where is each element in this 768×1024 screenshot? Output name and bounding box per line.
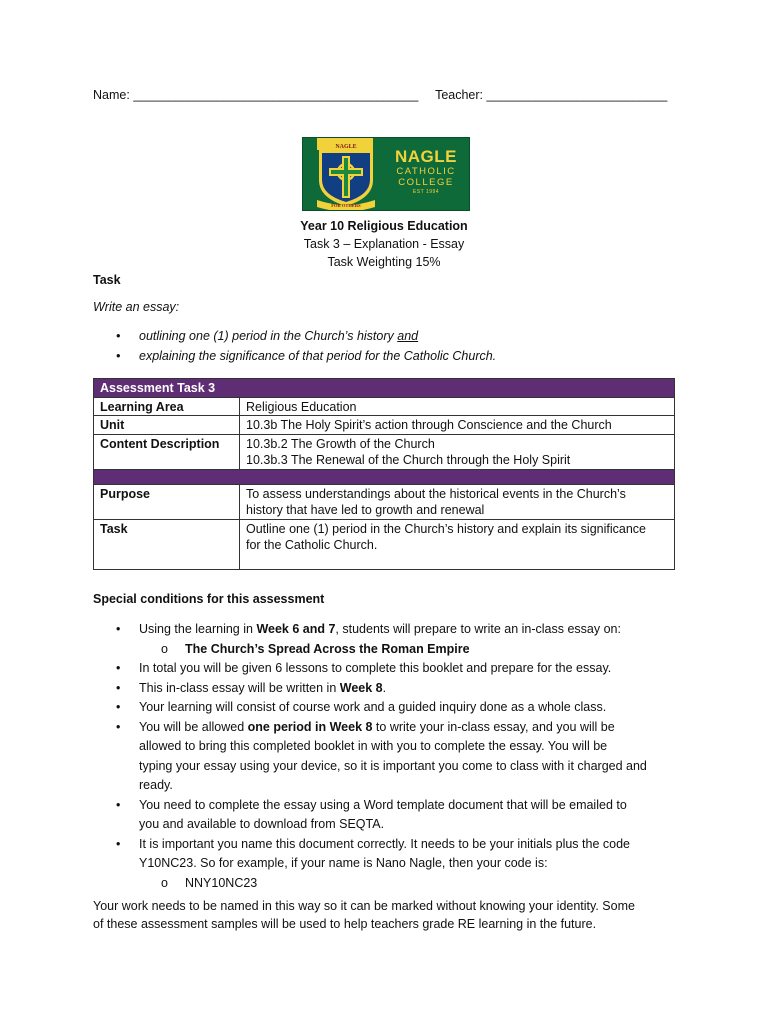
row-value-line: To assess understandings about the historical events in the Church’s bbox=[246, 486, 626, 501]
essay-topic: The Church’s Spread Across the Roman Empire bbox=[185, 641, 470, 656]
brand-catholic: CATHOLIC bbox=[396, 166, 456, 177]
seal-motto-text: FOR OTHERS bbox=[331, 203, 361, 208]
row-value: 10.3b The Holy Spirit’s action through Conscience and the Church bbox=[240, 416, 675, 435]
name-blank: _________________________________________ bbox=[133, 88, 419, 102]
course-title: Year 10 Religious Education bbox=[300, 219, 468, 233]
row-label: Task bbox=[94, 519, 240, 569]
conditions-list bbox=[93, 620, 693, 893]
brand-name: NAGLE bbox=[395, 147, 457, 166]
list-item: • You will be allowed one period in Week 8 to write your in-class essay, and you will be allowed to bring this completed booklet in with you to complete the essay. You will be typing your essay using your device, so it is important you come to class with it charged and ready. bbox=[116, 719, 647, 792]
brand-est: EST 1994 bbox=[412, 189, 440, 195]
list-item: • Using the learning in Week 6 and 7, students will prepare to write an in-class essay on: o The Church’s Spread Across the Roman Empire bbox=[93, 620, 693, 659]
row-value-line: Outline one (1) period in the Church’s history and explain its significance bbox=[246, 521, 646, 536]
row-value-line: for the Catholic Church. bbox=[246, 538, 378, 552]
conditions-heading: Special conditions for this assessment bbox=[93, 592, 325, 606]
footer-paragraph bbox=[93, 898, 693, 933]
row-value-line: 10.3b.3 The Renewal of the Church through the Holy Spirit bbox=[246, 453, 571, 467]
footer-line: Your work needs to be named in this way so it can be marked without knowing your identity. Some bbox=[93, 899, 635, 913]
row-label: Unit bbox=[94, 416, 240, 435]
row-value bbox=[240, 519, 675, 569]
row-value-line: history that have led to growth and renewal bbox=[246, 503, 485, 517]
table-header: Assessment Task 3 bbox=[94, 379, 675, 398]
list-item: • This in-class essay will be written in Week 8. bbox=[116, 680, 387, 695]
table-row bbox=[94, 484, 675, 519]
row-label: Purpose bbox=[94, 484, 240, 519]
row-label: Content Description bbox=[94, 434, 240, 469]
brand-college: COLLEGE bbox=[398, 177, 454, 188]
name-label: Name: bbox=[93, 88, 130, 102]
list-item: o The Church’s Spread Across the Roman Empire bbox=[161, 641, 470, 656]
footer-line: of these assessment samples will be used to help teachers grade RE learning in the future. bbox=[93, 916, 597, 931]
task-heading: Task bbox=[93, 273, 121, 287]
row-value bbox=[240, 434, 675, 469]
crest-icon bbox=[303, 138, 389, 210]
task-title: Task 3 – Explanation - Essay bbox=[303, 237, 465, 251]
task-bullets bbox=[93, 327, 683, 366]
row-value: Religious Education bbox=[240, 397, 675, 416]
list-item: o NNY10NC23 bbox=[161, 875, 258, 890]
row-value bbox=[240, 484, 675, 519]
name-teacher-line bbox=[93, 88, 683, 102]
table-header-row bbox=[94, 379, 675, 398]
seal-top-text: NAGLE bbox=[335, 144, 357, 150]
table-row bbox=[94, 519, 675, 569]
row-label: Learning Area bbox=[94, 397, 240, 416]
row-value-line: 10.3b.2 The Growth of the Church bbox=[246, 436, 435, 451]
list-item: • outlining one (1) period in the Church’s history and bbox=[116, 329, 419, 343]
task-bullet-text: explaining the significance of that period for the Catholic Church. bbox=[139, 348, 497, 363]
table-row bbox=[94, 397, 675, 416]
table-row bbox=[94, 416, 675, 435]
task-bullet-text: outlining one (1) period in the Church’s history bbox=[139, 329, 394, 343]
list-item: • Your learning will consist of course work and a guided inquiry done as a whole class. bbox=[116, 700, 607, 714]
list-item: • You need to complete the essay using a Word template document that will be emailed to you and available to download from SEQTA. bbox=[116, 797, 627, 831]
table-row bbox=[94, 434, 675, 469]
brand-text bbox=[389, 148, 463, 196]
task-bullet-and: and bbox=[397, 329, 419, 343]
nagle-college-logo bbox=[302, 137, 470, 211]
table-band-row bbox=[94, 469, 675, 484]
teacher-blank: __________________________ bbox=[486, 88, 668, 102]
list-item: • It is important you name this document correctly. It needs to be your initials plus the code Y10NC23. So for example, if your name is Nano Nagle, then your code is: o NNY10NC23 bbox=[93, 835, 693, 894]
task-weighting: Task Weighting 15% bbox=[327, 255, 441, 269]
example-code: NNY10NC23 bbox=[185, 875, 258, 890]
teacher-label: Teacher: bbox=[435, 88, 484, 102]
list-item: • In total you will be given 6 lessons to complete this booklet and prepare for the essay. bbox=[116, 661, 612, 675]
assessment-table bbox=[93, 378, 675, 570]
list-item: • explaining the significance of that period for the Catholic Church. bbox=[116, 348, 497, 363]
task-intro: Write an essay: bbox=[93, 300, 180, 314]
